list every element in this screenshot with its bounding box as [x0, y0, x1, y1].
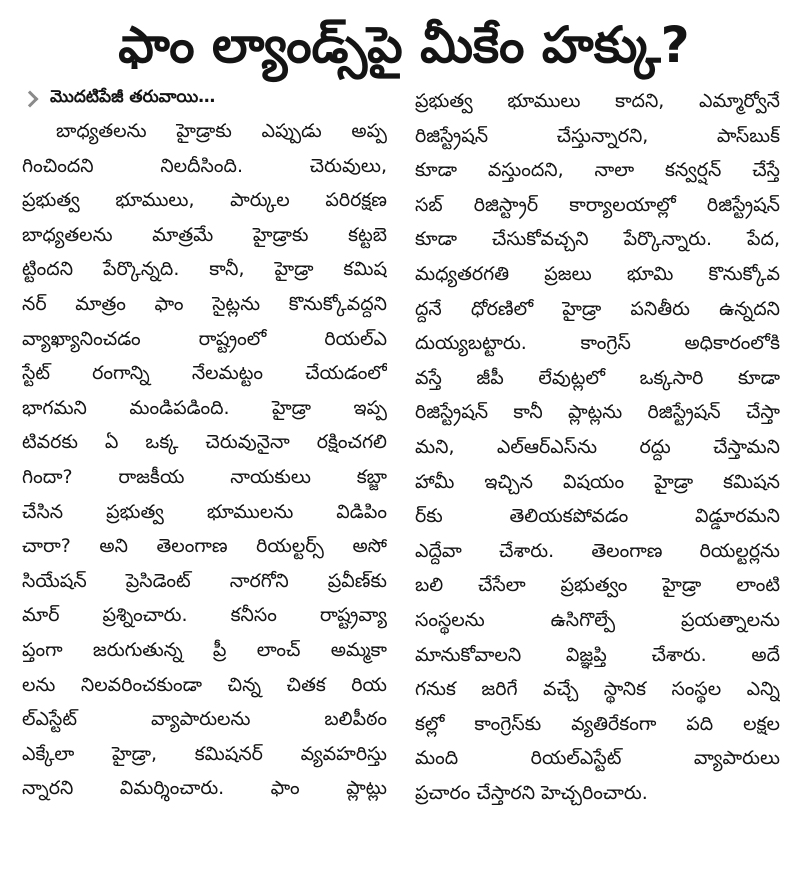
col1-line: లను నిలవరించకుండా చిన్న చితక రియ: [22, 673, 387, 696]
col1-line: భాగమని మండిపడింది. హైడ్రా ఇప్ప: [22, 396, 387, 419]
column-right: [415, 84, 780, 864]
col1-line: బాధ్యతలను మాత్రమే హైడ్రాకు కట్టబె: [22, 223, 387, 246]
column-left: [22, 84, 387, 864]
col1-line: న్నారని విమర్శించారు. ఫాం ప్లాట్లు: [22, 777, 387, 800]
col2-line: ప్రచారం చేస్తారని హెచ్చరించారు.: [415, 781, 648, 804]
headline: ఫాం ల్యాండ్స్‌పై మీకేం హక్కు?: [118, 16, 690, 74]
kicker-text: మొదటిపేజీ తరువాయి…: [50, 87, 216, 107]
col1-line: ప్తంగా జరుగుతున్న ప్రీ లాంచ్ అమ్మకా: [22, 638, 387, 661]
column-right-text: [415, 84, 780, 810]
col2-line: మధ్యతరగతి ప్రజలు భూమి కొనుక్కోవ: [415, 262, 780, 285]
article-columns: [22, 84, 786, 864]
col2-line: కూడా వస్తుందని, నాలా కన్వర్షన్ చేస్తే: [415, 159, 780, 182]
col1-line: బాధ్యతలను హైడ్రాకు ఎప్పుడు అప్ప: [56, 120, 387, 142]
col2-line: ప్రభుత్వ భూములు కాదని, ఎమ్మార్వోనే: [415, 90, 780, 112]
col1-line: మార్ ప్రశ్నించారు. కనీసం రాష్ట్రవ్యా: [22, 604, 387, 627]
col2-line: హామీ ఇచ్చిన విషయం హైడ్రా కమిషన: [415, 470, 780, 493]
chevron-right-icon: [22, 91, 39, 108]
col2-line: మానుకోవాలని విజ్ఞప్తి చేశారు. అదే: [415, 643, 780, 666]
col1-line: గిందా? రాజకీయ నాయకులు కబ్జా: [22, 465, 387, 488]
col1-line: స్టేట్ రంగాన్ని నేలమట్టం చేయడంలో: [22, 362, 387, 385]
col1-line: ల్ఎస్టేట్ వ్యాపారులను బలిపీఠం: [22, 708, 387, 731]
col1-line: టివరకు ఏ ఒక్క చెరువునైనా రక్షించగలి: [22, 431, 387, 454]
col1-line: చేసిన ప్రభుత్వ భూములను విడిపిం: [22, 500, 387, 523]
col1-line: గించిందని నిలదీసింది. చెరువులు,: [22, 154, 387, 177]
column-left-text: [22, 114, 387, 806]
col1-line: ఎక్కేలా హైడ్రా, కమిషనర్ వ్యవహరిస్తు: [22, 742, 387, 765]
col2-line: గనుక జరిగే వచ్చే స్థానిక సంస్థల ఎన్ని: [415, 678, 780, 701]
col2-line: రిజిస్ట్రేషన్ చేస్తున్నారని, పాస్‌బుక్: [415, 124, 780, 147]
col1-line: ట్టిందని పేర్కొన్నది. కానీ, హైడ్రా కమిష: [22, 258, 387, 281]
col1-line: నర్ మాత్రం ఫాం సైట్లను కొనుక్కోవద్దని: [22, 292, 387, 315]
col2-line: బలి చేసేలా ప్రభుత్వం హైడ్రా లాంటి: [415, 574, 780, 597]
col1-line: ప్రభుత్వ భూములు, పార్కుల పరిరక్షణ: [22, 189, 387, 212]
col2-line: ద్దనే ధోరణిలో హైడ్రా పనితీరు ఉన్నదని: [415, 297, 780, 320]
col2-line: రిజిస్ట్రేషన్ కానీ ప్లాట్లను రిజిస్ట్రేషన్ చేస్తా: [415, 401, 780, 424]
col2-line: కల్లో కాంగ్రెస్‌కు వ్యతిరేకంగా పది లక్షల: [415, 712, 780, 735]
col1-line: సియేషన్ ప్రెసిడెంట్ నారగోని ప్రవీణ్‌కు: [22, 569, 387, 592]
col1-line: చారా? అని తెలంగాణ రియల్టర్స్ అసో: [22, 535, 387, 558]
col2-line: ర్‌కు తెలియకపోవడం విడ్డూరమని: [415, 505, 780, 528]
continuation-kicker: [22, 84, 387, 114]
col2-line: ఎద్దేవా చేశారు. తెలంగాణ రియల్టర్లను: [415, 539, 780, 562]
col1-line: వ్యాఖ్యానించడం రాష్ట్రంలో రియల్ఎ: [22, 327, 387, 350]
col2-line: మని, ఎల్ఆర్ఎస్‌ను రద్దు చేస్తామని: [415, 435, 780, 458]
col2-line: వస్తే జీపీ లేవుట్లలో ఒక్కసారి కూడా: [415, 366, 780, 389]
col2-line: సబ్ రిజిస్ట్రార్ కార్యాలయాల్లో రిజిస్ట్రేషన్: [415, 193, 780, 216]
col2-line: కూడా చేసుకోవచ్చని పేర్కొన్నారు. పేద,: [415, 228, 780, 251]
col2-line: మంది రియల్ఎస్టేట్ వ్యాపారులు: [415, 747, 780, 770]
col2-line: దుయ్యబట్టారు. కాంగ్రెస్ అధికారంలోకి: [415, 332, 780, 355]
col2-line: సంస్థలను ఉసిగొల్పే ప్రయత్నాలను: [415, 608, 780, 631]
